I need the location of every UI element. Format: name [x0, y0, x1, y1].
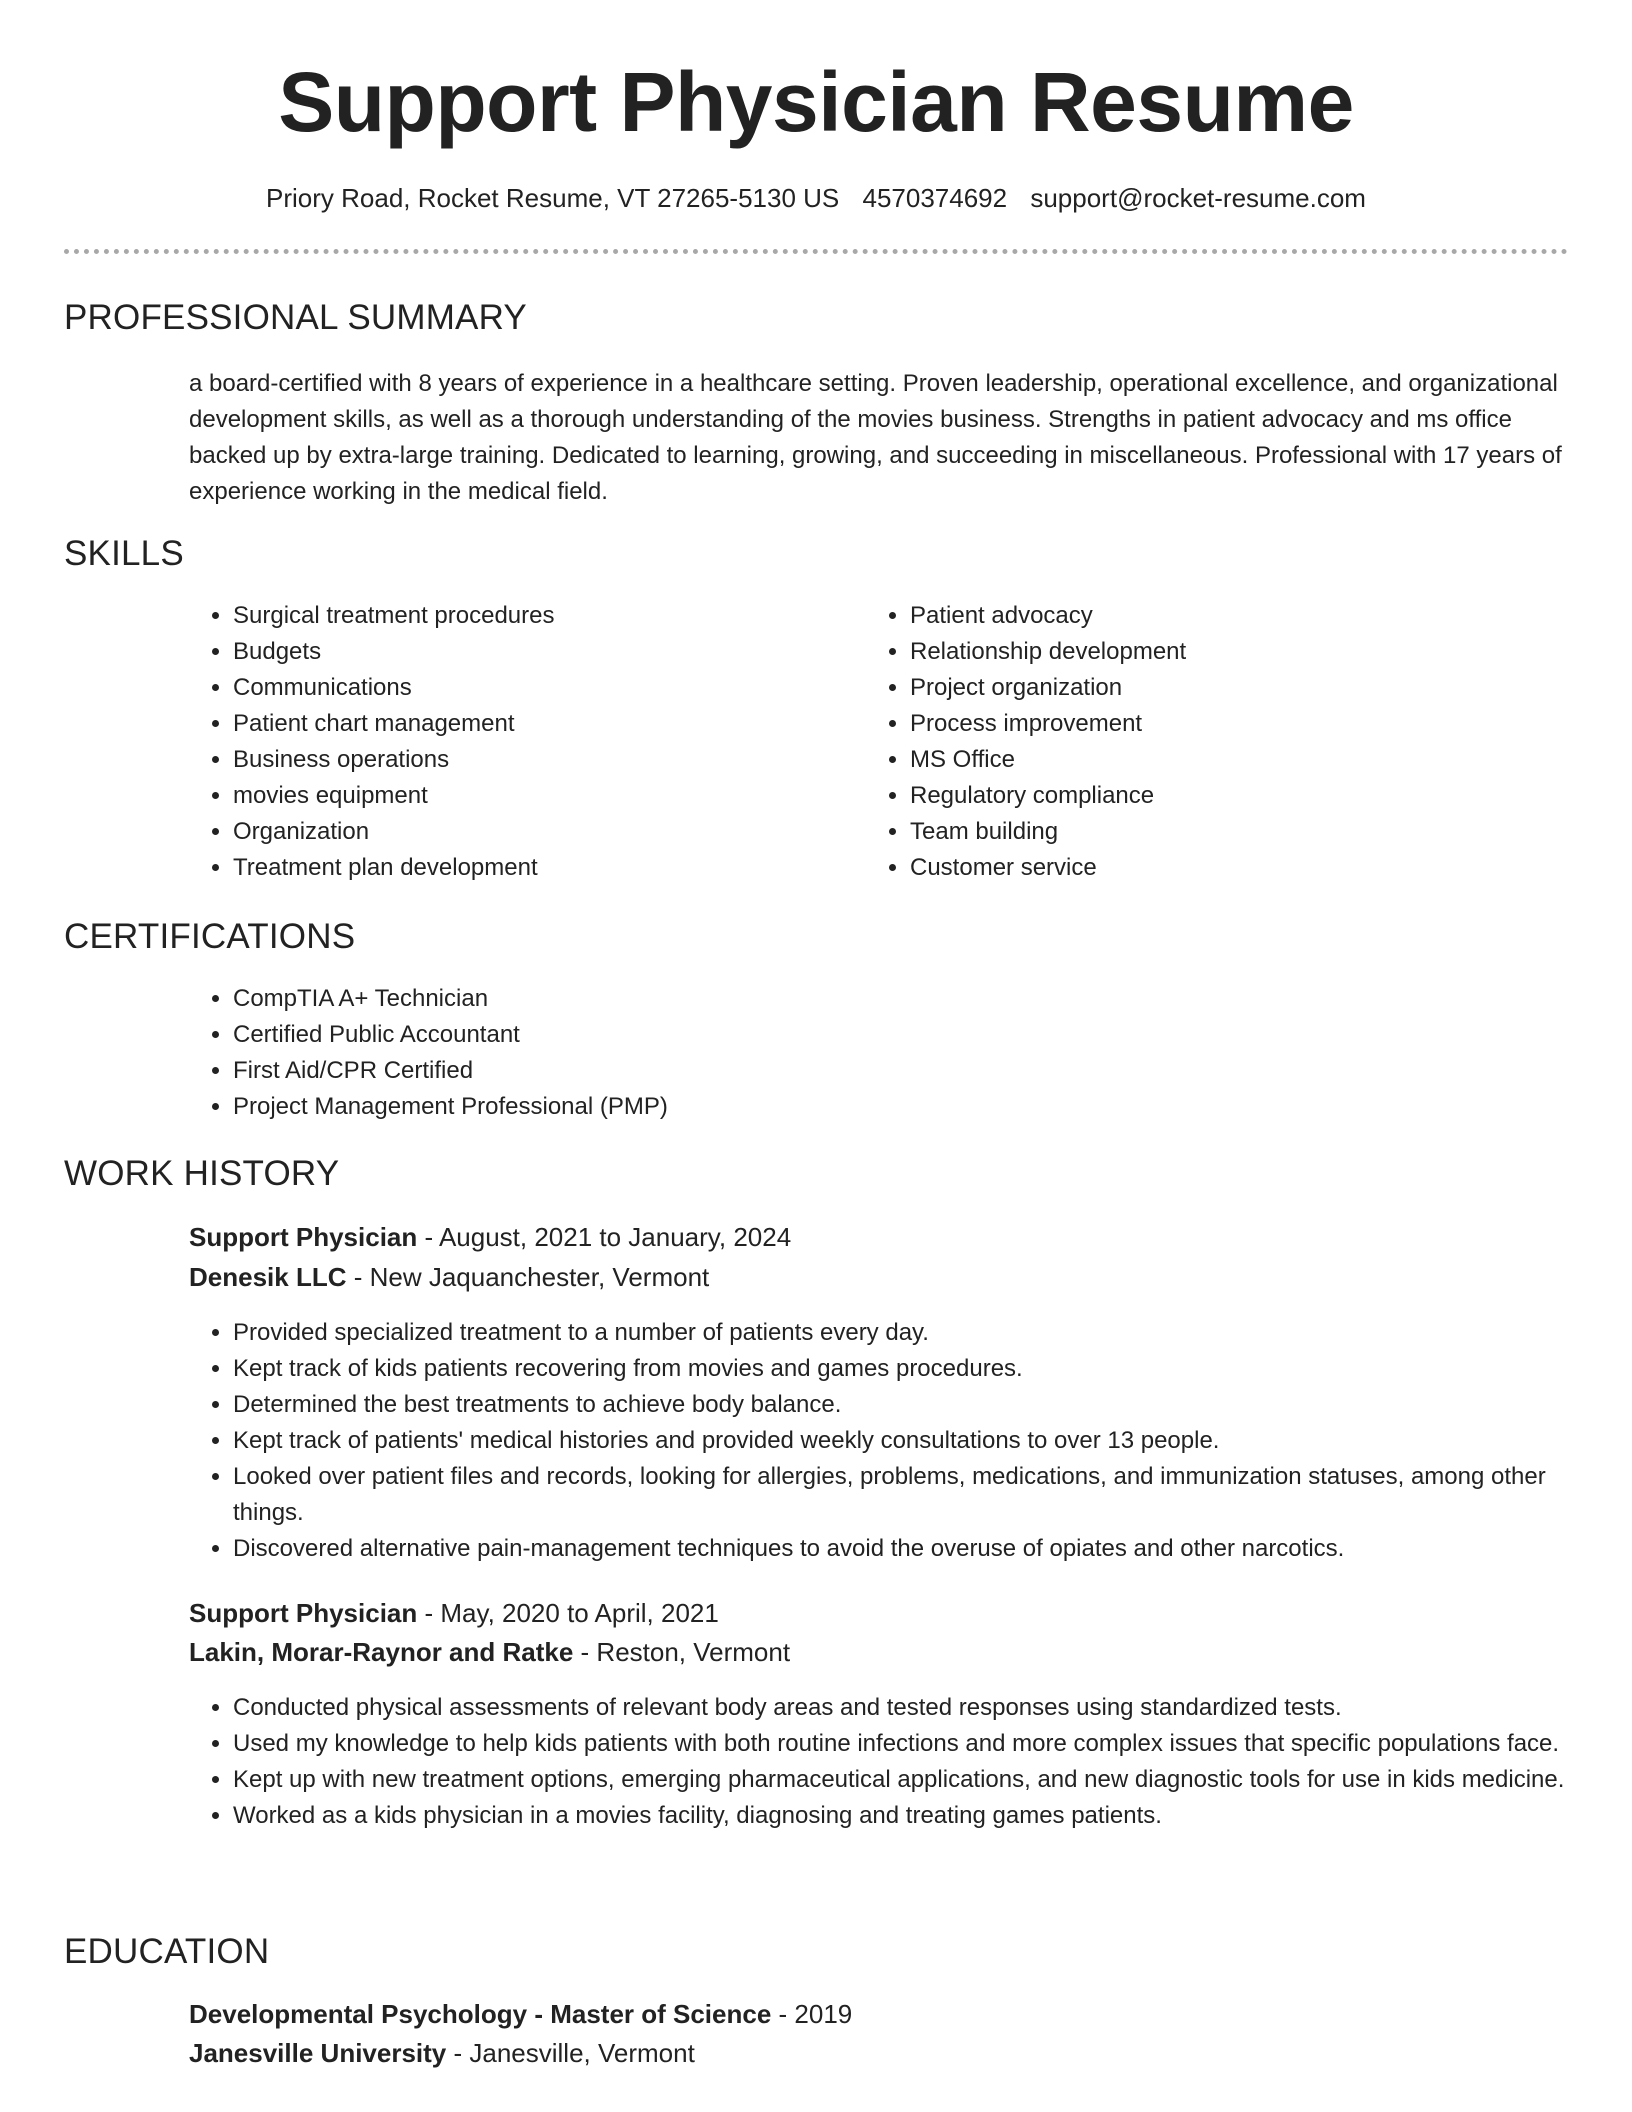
list-item: • Project Management Professional (PMP) — [233, 1089, 1333, 1125]
skills-list-left — [189, 598, 873, 886]
job-company-line: Lakin, Morar-Raynor and Ratke - Reston, Vermont — [189, 1637, 791, 1667]
list-item: • MS Office — [910, 742, 1550, 778]
job-bullets — [189, 1690, 1608, 1834]
job-dates: May, 2020 to April, 2021 — [440, 1598, 719, 1628]
work-history-heading: WORK HISTORY — [64, 1154, 340, 1193]
list-item: • Worked as a kids physician in a movies facility, diagnosing and treating games patients. — [233, 1798, 1608, 1834]
education-school-line: Janesville University - Janesville, Vermont — [189, 2038, 695, 2068]
header-divider — [64, 249, 1568, 254]
list-item: • CompTIA A+ Technician — [233, 981, 1333, 1017]
education-school: Janesville University — [189, 2038, 447, 2068]
list-item: • Budgets — [233, 634, 873, 670]
contact-phone: 4570374692 — [862, 183, 1008, 213]
list-item: • Communications — [233, 670, 873, 706]
skills-heading: SKILLS — [64, 534, 184, 573]
list-item: • Relationship development — [910, 634, 1550, 670]
list-item: • Looked over patient files and records, looking for allergies, problems, medications, and immunization statuses, among other things. — [233, 1459, 1608, 1531]
list-item: • Patient advocacy — [910, 598, 1550, 634]
list-item: • Determined the best treatments to achieve body balance. — [233, 1387, 1608, 1423]
list-item: • Discovered alternative pain-management techniques to avoid the overuse of opiates and other narcotics. — [233, 1531, 1608, 1567]
job-dates: August, 2021 to January, 2024 — [438, 1222, 792, 1252]
certifications-heading: CERTIFICATIONS — [64, 917, 356, 956]
education-degree-line: Developmental Psychology - Master of Science - 2019 — [189, 1999, 853, 2029]
list-item: • First Aid/CPR Certified — [233, 1053, 1333, 1089]
job-location: Reston, Vermont — [596, 1637, 791, 1667]
list-item: • Provided specialized treatment to a number of patients every day. — [233, 1315, 1608, 1351]
list-item: • movies equipment — [233, 778, 873, 814]
job-company: Denesik LLC — [189, 1262, 347, 1292]
education-degree: Developmental Psychology - Master of Science — [189, 1999, 772, 2029]
list-item: • Organization — [233, 814, 873, 850]
list-item: • Patient chart management — [233, 706, 873, 742]
summary-text: a board-certified with 8 years of experience in a healthcare setting. Proven leadership, operational excellence, and organizational development skills, as well as a thorough understanding of the movies business. Strengths in patient advocacy and ms office backed up by extra-large training. Dedicated to learning, growing, and succeeding in miscellaneous. Professional with 17 years of experience working in the medical field. — [189, 370, 1562, 505]
job-location: New Jaquanchester, Vermont — [369, 1262, 710, 1292]
list-item: • Project organization — [910, 670, 1550, 706]
job-title-line: Support Physician - May, 2020 to April, 2021 — [189, 1598, 719, 1628]
education-location: Janesville, Vermont — [469, 2038, 695, 2068]
list-item: • Used my knowledge to help kids patients with both routine infections and more complex issues that specific populations face. — [233, 1726, 1608, 1762]
education-heading: EDUCATION — [64, 1932, 270, 1971]
job-company-line: Denesik LLC - New Jaquanchester, Vermont — [189, 1262, 710, 1292]
list-item: • Regulatory compliance — [910, 778, 1550, 814]
job-bullets — [189, 1315, 1608, 1567]
certifications-list — [189, 981, 1333, 1125]
list-item: • Kept up with new treatment options, emerging pharmaceutical applications, and new diagnostic tools for use in kids medicine. — [233, 1762, 1608, 1798]
skills-list-right — [866, 598, 1550, 886]
contact-email[interactable]: support@rocket-resume.com — [1030, 183, 1366, 213]
list-item: • Team building — [910, 814, 1550, 850]
list-item: • Conducted physical assessments of relevant body areas and tested responses using standardized tests. — [233, 1690, 1608, 1726]
contact-address: Priory Road, Rocket Resume, VT 27265-5130 US — [266, 183, 840, 213]
list-item: • Surgical treatment procedures — [233, 598, 873, 634]
list-item: • Certified Public Accountant — [233, 1017, 1333, 1053]
summary-heading: PROFESSIONAL SUMMARY — [64, 298, 527, 337]
list-item: • Process improvement — [910, 706, 1550, 742]
list-item: • Business operations — [233, 742, 873, 778]
list-item: • Customer service — [910, 850, 1550, 886]
job-title-line: Support Physician - August, 2021 to January, 2024 — [189, 1222, 792, 1252]
job-title: Support Physician — [189, 1222, 418, 1252]
resume-title: Support Physician Resume — [278, 55, 1354, 149]
job-title: Support Physician — [189, 1598, 418, 1628]
list-item: • Kept track of kids patients recovering from movies and games procedures. — [233, 1351, 1608, 1387]
job-company: Lakin, Morar-Raynor and Ratke — [189, 1637, 574, 1667]
contact-line — [0, 180, 1632, 216]
education-year: 2019 — [794, 1999, 853, 2029]
list-item: • Kept track of patients' medical histories and provided weekly consultations to over 13 people. — [233, 1423, 1608, 1459]
list-item: • Treatment plan development — [233, 850, 873, 886]
